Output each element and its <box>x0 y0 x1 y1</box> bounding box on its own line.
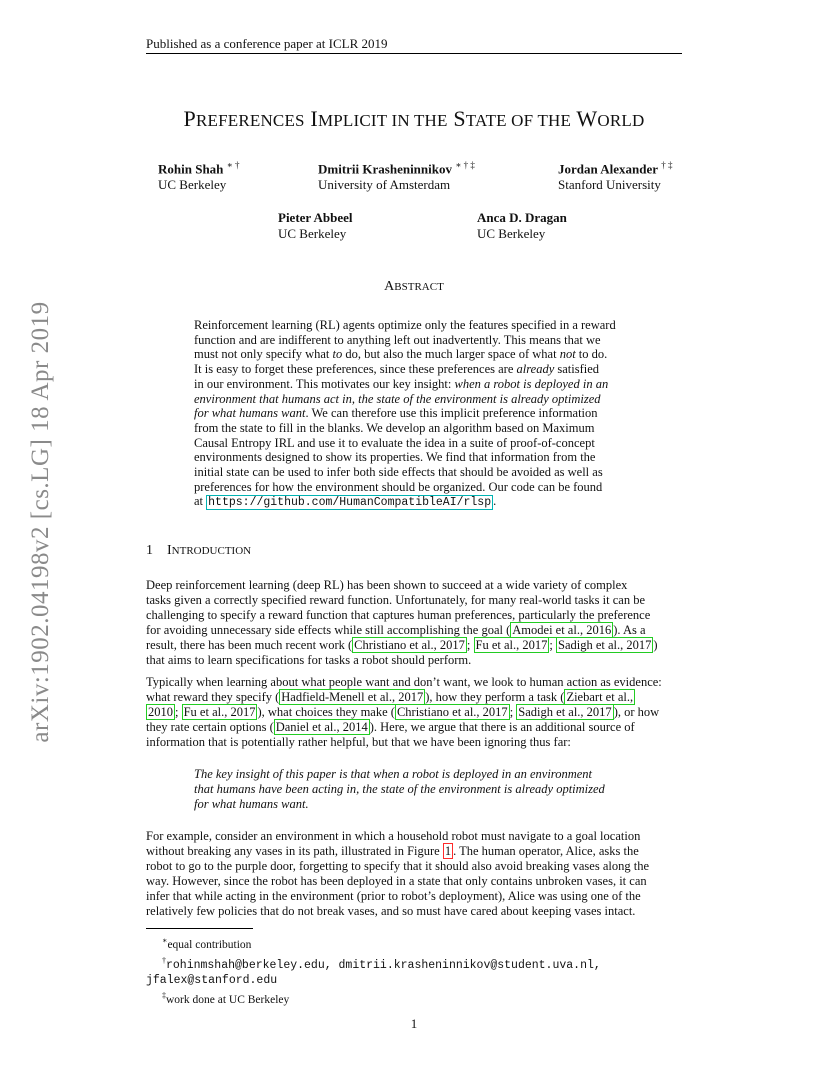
citation-link[interactable]: Fu et al., 2017 <box>183 705 256 719</box>
running-header: Published as a conference paper at ICLR 2019 <box>146 36 388 51</box>
author-marks: ∗ † <box>226 160 240 170</box>
arxiv-stamp: arXiv:1902.04198v2 [cs.LG] 18 Apr 2019 <box>27 301 54 743</box>
abstract-heading: ABSTRACT <box>384 279 444 294</box>
footnotes: ∗equal contribution †rohinmshah@berkeley.edu, dmitrii.krasheninnikov@student.uva.nl, jfalex@stanford.edu ‡work done at UC Berkeley <box>146 936 601 1006</box>
author-marks: ∗ † ‡ <box>455 160 475 170</box>
citation-link[interactable]: Ziebart et al., <box>566 690 634 704</box>
intro-paragraph-2: Typically when learning about what people want and don’t want, we look to human action as evidence: what reward they specify ( Hadfield-Menell et al., 2017 ), how they perform a task ( Ziebart et al., 2010 ; Fu et al., 2017 ), what choices they make ( Christiano et al., 2017 ; Sadigh et al., 2017 ), or how they rate certain options ( Daniel et al., 2014 ). Here, we argue that there is an additional source of information that is potentially rather helpful, but that we have been ignoring thus far: <box>146 675 662 749</box>
author-affiliation: Stanford University <box>558 177 661 193</box>
citation-link[interactable]: Hadfield-Menell et al., 2017 <box>281 690 424 704</box>
author-block <box>318 157 475 193</box>
author-block <box>558 157 673 193</box>
citation-link[interactable]: 2010 <box>148 705 173 719</box>
author-name: Dmitrii Krasheninnikov <box>318 161 452 177</box>
author-block <box>477 210 567 242</box>
citation-link[interactable]: Sadigh et al., 2017 <box>518 705 612 719</box>
author-marks: † ‡ <box>661 160 673 170</box>
code-url-link[interactable]: https://github.com/HumanCompatibleAI/rlsp <box>208 496 492 510</box>
citation-link[interactable]: Christiano et al., 2017 <box>354 638 465 652</box>
intro-paragraph-1: Deep reinforcement learning (deep RL) has been shown to succeed at a wide variety of complex tasks given a correctly specified reward function. Unfortunately, for many real-world tasks it can be challenging to specify a reward function that captures human preferences, particularly the preference for avoiding unnecessary side effects while still accomplishing the goal ( Amodei et al., 2016 ). As a result, there has been much recent work ( Christiano et al., 2017 ; Fu et al., 2017 ; Sadigh et al., 2017 ) that aims to learn specifications for tasks a robot should perform. <box>146 578 658 667</box>
author-affiliation: UC Berkeley <box>158 177 227 193</box>
author-name: Anca D. Dragan <box>477 210 567 225</box>
page-number: 1 <box>410 1016 418 1031</box>
author-name: Jordan Alexander <box>558 161 659 177</box>
intro-paragraph-3: For example, consider an environment in which a household robot must navigate to a goal location without breaking any vases in its path, illustrated in Figure 1 . The human operator, Alice, asks the robot to go to the purple door, forgetting to specify that it should also avoid breaking vases along the way. However, since the robot has been deployed in a state that only contains unbroken vases, it can infer that while acting in the environment (prior to robot’s deployment), Alice was using one of the relatively few policies that do not break vases, and so must have cared about keeping vases intact. <box>146 829 649 918</box>
footnote-rule <box>146 928 253 929</box>
section-heading: 1 INTRODUCTION <box>146 543 252 558</box>
header-rule <box>146 53 682 54</box>
author-block <box>158 157 240 193</box>
key-insight-quote: The key insight of this paper is that when a robot is deployed in an environment that humans have been acting in, the state of the environment is already optimized for what humans want. <box>194 767 605 811</box>
citation-link[interactable]: Daniel et al., 2014 <box>275 720 368 734</box>
author-affiliation: UC Berkeley <box>278 226 347 241</box>
author-name: Pieter Abbeel <box>278 210 353 225</box>
citation-link[interactable]: Fu et al., 2017 <box>475 638 548 652</box>
author-affiliation: UC Berkeley <box>477 226 546 241</box>
abstract-body: Reinforcement learning (RL) agents optimize only the features specified in a reward function and are indifferent to anything left out inadvertently. This means that we must not only specify what to do, but also the much larger space of what not to do. It is easy to forget these preferences, since these preferences are already satisfied in our environment. This motivates our key insight: when a robot is deployed in an environment that humans act in, the state of the environment is already optimized for what humans want. We can therefore use this implicit preference information from the state to fill in the blanks. We develop an algorithm based on Maximum Causal Entropy IRL and use it to evaluate the idea in a suite of proof-of-concept environments designed to show its properties. We find that information from the initial state can be used to infer both side effects that should be avoided as well as preferences for how the environment should be organized. Our code can be found at https://github.com/HumanCompatibleAI/rlsp . <box>194 318 616 510</box>
citation-link[interactable]: Christiano et al., 2017 <box>396 705 508 719</box>
citation-link[interactable]: Sadigh et al., 2017 <box>558 638 652 652</box>
figure-reference-link[interactable]: 1 <box>444 844 452 858</box>
paper-title: PREFERENCES IMPLICIT IN THE STATE OF THE WORLD <box>183 106 645 131</box>
citation-link[interactable]: Amodei et al., 2016 <box>512 623 612 637</box>
author-affiliation: University of Amsterdam <box>318 177 451 193</box>
author-name: Rohin Shah <box>158 161 224 177</box>
author-block <box>278 210 353 242</box>
